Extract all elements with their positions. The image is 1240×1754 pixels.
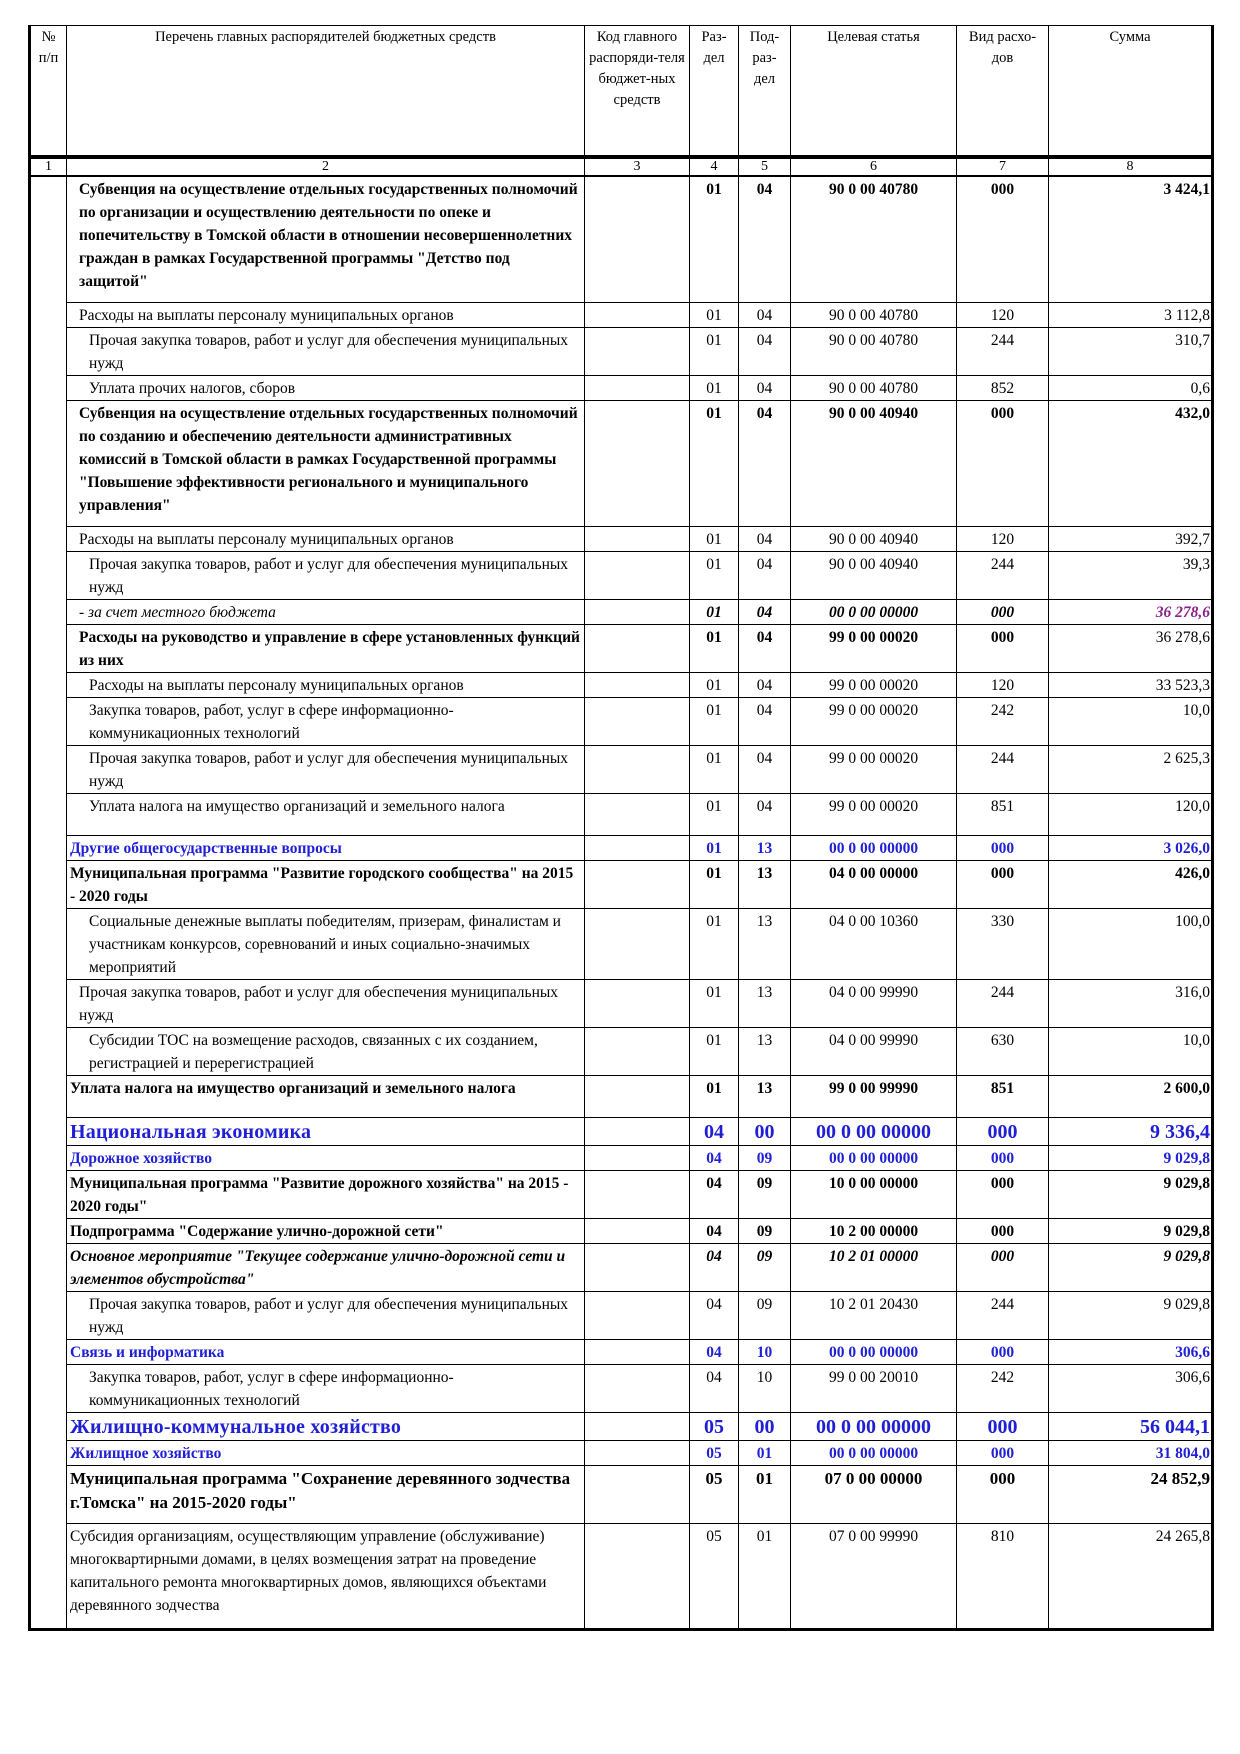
header-sum: Сумма [1049, 26, 1213, 158]
column-number: 8 [1049, 157, 1213, 176]
row-name: Основное мероприятие "Текущее содержание улично-дорожной сети и элементов обустройства" [67, 1243, 585, 1291]
row-expense-type: 120 [957, 302, 1049, 327]
row-num-cell [30, 672, 67, 697]
row-target-article: 99 0 00 00020 [791, 697, 957, 745]
table-row [30, 302, 1213, 327]
row-num-cell [30, 327, 67, 375]
row-podrazdel: 04 [739, 697, 791, 745]
header-num: № п/п [30, 26, 67, 158]
row-code-cell [585, 697, 690, 745]
row-target-article: 04 0 00 99990 [791, 1027, 957, 1075]
row-sum: 31 804,0 [1049, 1440, 1213, 1465]
table-row [30, 1075, 1213, 1117]
row-code-cell [585, 1465, 690, 1523]
row-num-cell [30, 599, 67, 624]
table-row [30, 793, 1213, 835]
row-podrazdel: 00 [739, 1412, 791, 1440]
table-row [30, 1339, 1213, 1364]
row-razdel: 01 [690, 1075, 739, 1117]
row-expense-type: 244 [957, 745, 1049, 793]
row-sum: 392,7 [1049, 526, 1213, 551]
table-row [30, 327, 1213, 375]
row-sum: 39,3 [1049, 551, 1213, 599]
column-number: 5 [739, 157, 791, 176]
row-sum: 2 625,3 [1049, 745, 1213, 793]
row-expense-type: 000 [957, 1218, 1049, 1243]
row-podrazdel: 13 [739, 1027, 791, 1075]
header-target: Целевая статья [791, 26, 957, 158]
row-name: Уплата налога на имущество организаций и земельного налога [67, 793, 585, 835]
row-code-cell [585, 1027, 690, 1075]
row-target-article: 90 0 00 40940 [791, 526, 957, 551]
row-code-cell [585, 1291, 690, 1339]
row-razdel: 01 [690, 599, 739, 624]
row-name: Прочая закупка товаров, работ и услуг для обеспечения муниципальных нужд [67, 1291, 585, 1339]
column-number: 4 [690, 157, 739, 176]
row-razdel: 01 [690, 979, 739, 1027]
row-podrazdel: 04 [739, 400, 791, 526]
row-num-cell [30, 1027, 67, 1075]
row-code-cell [585, 1523, 690, 1629]
row-podrazdel: 09 [739, 1145, 791, 1170]
row-podrazdel: 00 [739, 1117, 791, 1145]
row-razdel: 05 [690, 1440, 739, 1465]
row-target-article: 90 0 00 40780 [791, 302, 957, 327]
row-sum: 24 852,9 [1049, 1465, 1213, 1523]
row-podrazdel: 13 [739, 1075, 791, 1117]
row-name: Уплата прочих налогов, сборов [67, 375, 585, 400]
table-row [30, 672, 1213, 697]
row-razdel: 04 [690, 1243, 739, 1291]
row-target-article: 99 0 00 20010 [791, 1364, 957, 1412]
row-podrazdel: 04 [739, 302, 791, 327]
row-name: Жилищно-коммунальное хозяйство [67, 1412, 585, 1440]
row-num-cell [30, 835, 67, 860]
row-num-cell [30, 1291, 67, 1339]
row-podrazdel: 01 [739, 1440, 791, 1465]
row-name: Прочая закупка товаров, работ и услуг для обеспечения муниципальных нужд [67, 551, 585, 599]
row-code-cell [585, 672, 690, 697]
row-sum: 306,6 [1049, 1364, 1213, 1412]
row-code-cell [585, 1364, 690, 1412]
row-sum: 24 265,8 [1049, 1523, 1213, 1629]
row-expense-type: 120 [957, 526, 1049, 551]
row-name: Расходы на выплаты персоналу муниципальных органов [67, 672, 585, 697]
row-razdel: 01 [690, 793, 739, 835]
row-expense-type: 000 [957, 1117, 1049, 1145]
row-razdel: 01 [690, 835, 739, 860]
row-razdel: 04 [690, 1218, 739, 1243]
row-name: Закупка товаров, работ, услуг в сфере информационно-коммуникационных технологий [67, 1364, 585, 1412]
row-razdel: 01 [690, 302, 739, 327]
row-razdel: 01 [690, 908, 739, 979]
column-number: 6 [791, 157, 957, 176]
row-expense-type: 000 [957, 1243, 1049, 1291]
row-podrazdel: 04 [739, 526, 791, 551]
row-expense-type: 330 [957, 908, 1049, 979]
row-code-cell [585, 599, 690, 624]
row-sum: 36 278,6 [1049, 624, 1213, 672]
row-num-cell [30, 1218, 67, 1243]
row-num-cell [30, 375, 67, 400]
row-name: Подпрограмма "Содержание улично-дорожной сети" [67, 1218, 585, 1243]
table-row [30, 551, 1213, 599]
row-sum: 426,0 [1049, 860, 1213, 908]
row-razdel: 01 [690, 551, 739, 599]
row-razdel: 04 [690, 1117, 739, 1145]
table-row [30, 1291, 1213, 1339]
header-razdel: Раз-дел [690, 26, 739, 158]
row-name: Расходы на выплаты персоналу муниципальных органов [67, 302, 585, 327]
row-podrazdel: 09 [739, 1170, 791, 1218]
row-code-cell [585, 793, 690, 835]
row-sum: 120,0 [1049, 793, 1213, 835]
row-sum: 316,0 [1049, 979, 1213, 1027]
row-expense-type: 244 [957, 1291, 1049, 1339]
table-row [30, 526, 1213, 551]
row-name: Субсидии ТОС на возмещение расходов, связанных с их созданием, регистрацией и перерегистрацией [67, 1027, 585, 1075]
row-target-article: 00 0 00 00000 [791, 1440, 957, 1465]
row-num-cell [30, 1075, 67, 1117]
row-target-article: 90 0 00 40780 [791, 176, 957, 302]
table-row [30, 176, 1213, 302]
row-num-cell [30, 908, 67, 979]
row-target-article: 07 0 00 99990 [791, 1523, 957, 1629]
row-num-cell [30, 1145, 67, 1170]
row-target-article: 99 0 00 00020 [791, 793, 957, 835]
row-code-cell [585, 1412, 690, 1440]
row-razdel: 01 [690, 176, 739, 302]
row-expense-type: 000 [957, 835, 1049, 860]
row-target-article: 10 2 01 00000 [791, 1243, 957, 1291]
table-row [30, 1145, 1213, 1170]
row-sum: 310,7 [1049, 327, 1213, 375]
row-razdel: 05 [690, 1465, 739, 1523]
row-podrazdel: 09 [739, 1291, 791, 1339]
row-code-cell [585, 1170, 690, 1218]
row-code-cell [585, 745, 690, 793]
row-name: Дорожное хозяйство [67, 1145, 585, 1170]
row-name: Расходы на выплаты персоналу муниципальных органов [67, 526, 585, 551]
table-row [30, 1170, 1213, 1218]
row-target-article: 99 0 00 00020 [791, 672, 957, 697]
row-code-cell [585, 176, 690, 302]
row-razdel: 05 [690, 1412, 739, 1440]
row-razdel: 01 [690, 400, 739, 526]
table-header-row [30, 26, 1213, 158]
row-num-cell [30, 979, 67, 1027]
row-expense-type: 810 [957, 1523, 1049, 1629]
row-code-cell [585, 835, 690, 860]
row-razdel: 01 [690, 672, 739, 697]
row-num-cell [30, 624, 67, 672]
row-target-article: 90 0 00 40780 [791, 375, 957, 400]
row-num-cell [30, 1243, 67, 1291]
row-expense-type: 244 [957, 327, 1049, 375]
row-name: Прочая закупка товаров, работ и услуг для обеспечения муниципальных нужд [67, 745, 585, 793]
table-row [30, 400, 1213, 526]
row-code-cell [585, 375, 690, 400]
row-expense-type: 244 [957, 551, 1049, 599]
row-target-article: 04 0 00 00000 [791, 860, 957, 908]
row-expense-type: 000 [957, 1412, 1049, 1440]
row-num-cell [30, 1412, 67, 1440]
row-podrazdel: 04 [739, 793, 791, 835]
row-podrazdel: 04 [739, 375, 791, 400]
row-num-cell [30, 745, 67, 793]
row-podrazdel: 04 [739, 624, 791, 672]
row-razdel: 01 [690, 624, 739, 672]
row-podrazdel: 01 [739, 1465, 791, 1523]
row-expense-type: 000 [957, 400, 1049, 526]
row-razdel: 01 [690, 1027, 739, 1075]
table-row [30, 1117, 1213, 1145]
row-expense-type: 242 [957, 1364, 1049, 1412]
row-razdel: 01 [690, 860, 739, 908]
row-expense-type: 630 [957, 1027, 1049, 1075]
row-num-cell [30, 1339, 67, 1364]
row-expense-type: 244 [957, 979, 1049, 1027]
row-podrazdel: 09 [739, 1243, 791, 1291]
row-razdel: 05 [690, 1523, 739, 1629]
row-podrazdel: 13 [739, 908, 791, 979]
row-num-cell [30, 860, 67, 908]
row-razdel: 04 [690, 1170, 739, 1218]
row-podrazdel: 04 [739, 551, 791, 599]
row-code-cell [585, 327, 690, 375]
row-code-cell [585, 400, 690, 526]
header-name: Перечень главных распорядителей бюджетных средств [67, 26, 585, 158]
row-sum: 9 336,4 [1049, 1117, 1213, 1145]
row-podrazdel: 13 [739, 979, 791, 1027]
row-expense-type: 852 [957, 375, 1049, 400]
row-target-article: 00 0 00 00000 [791, 599, 957, 624]
row-target-article: 07 0 00 00000 [791, 1465, 957, 1523]
column-number: 1 [30, 157, 67, 176]
row-expense-type: 000 [957, 1465, 1049, 1523]
row-razdel: 04 [690, 1291, 739, 1339]
row-expense-type: 000 [957, 1145, 1049, 1170]
table-row [30, 1412, 1213, 1440]
row-podrazdel: 01 [739, 1523, 791, 1629]
row-num-cell [30, 1117, 67, 1145]
row-name: Расходы на руководство и управление в сфере установленных функций из них [67, 624, 585, 672]
row-target-article: 04 0 00 10360 [791, 908, 957, 979]
row-target-article: 90 0 00 40940 [791, 400, 957, 526]
row-code-cell [585, 860, 690, 908]
column-number: 2 [67, 157, 585, 176]
row-sum: 2 600,0 [1049, 1075, 1213, 1117]
row-sum: 56 044,1 [1049, 1412, 1213, 1440]
row-target-article: 00 0 00 00000 [791, 835, 957, 860]
row-code-cell [585, 1145, 690, 1170]
row-name: Прочая закупка товаров, работ и услуг для обеспечения муниципальных нужд [67, 327, 585, 375]
table-row [30, 697, 1213, 745]
row-name: Субвенция на осуществление отдельных государственных полномочий по организации и осуществлению деятельности по опеке и попечительству в Томской области в отношении несовершеннолетних граждан в рамках Государственной программы "Детство под защитой" [67, 176, 585, 302]
row-name: Связь и информатика [67, 1339, 585, 1364]
table-row [30, 599, 1213, 624]
table-row [30, 1523, 1213, 1629]
row-num-cell [30, 697, 67, 745]
row-razdel: 04 [690, 1364, 739, 1412]
table-row [30, 979, 1213, 1027]
row-target-article: 10 2 01 20430 [791, 1291, 957, 1339]
row-code-cell [585, 908, 690, 979]
row-target-article: 10 2 00 00000 [791, 1218, 957, 1243]
row-code-cell [585, 526, 690, 551]
row-sum: 3 424,1 [1049, 176, 1213, 302]
row-expense-type: 120 [957, 672, 1049, 697]
row-code-cell [585, 1243, 690, 1291]
row-num-cell [30, 793, 67, 835]
table-row [30, 1218, 1213, 1243]
row-target-article: 04 0 00 99990 [791, 979, 957, 1027]
table-row [30, 1440, 1213, 1465]
row-sum: 9 029,8 [1049, 1243, 1213, 1291]
row-target-article: 99 0 00 00020 [791, 624, 957, 672]
row-code-cell [585, 302, 690, 327]
row-target-article: 10 0 00 00000 [791, 1170, 957, 1218]
row-name: Субсидия организациям, осуществляющим управление (обслуживание) многоквартирными домами, в целях возмещения затрат на проведение капитального ремонта многоквартирных домов, являющихся объектами деревянного зодчества [67, 1523, 585, 1629]
row-sum: 36 278,6 [1049, 599, 1213, 624]
row-num-cell [30, 1170, 67, 1218]
row-sum: 9 029,8 [1049, 1145, 1213, 1170]
row-sum: 9 029,8 [1049, 1170, 1213, 1218]
row-num-cell [30, 526, 67, 551]
row-podrazdel: 04 [739, 176, 791, 302]
row-code-cell [585, 1339, 690, 1364]
row-name: Уплата налога на имущество организаций и земельного налога [67, 1075, 585, 1117]
row-expense-type: 242 [957, 697, 1049, 745]
row-expense-type: 000 [957, 624, 1049, 672]
row-code-cell [585, 551, 690, 599]
row-expense-type: 000 [957, 176, 1049, 302]
row-podrazdel: 09 [739, 1218, 791, 1243]
table-row [30, 624, 1213, 672]
row-sum: 33 523,3 [1049, 672, 1213, 697]
row-razdel: 01 [690, 375, 739, 400]
row-name: Муниципальная программа "Развитие городского сообщества" на 2015 - 2020 годы [67, 860, 585, 908]
table-row [30, 1465, 1213, 1523]
table-row [30, 1027, 1213, 1075]
row-razdel: 01 [690, 745, 739, 793]
row-sum: 0,6 [1049, 375, 1213, 400]
row-sum: 3 112,8 [1049, 302, 1213, 327]
row-sum: 3 026,0 [1049, 835, 1213, 860]
row-razdel: 04 [690, 1339, 739, 1364]
row-name: Муниципальная программа "Сохранение деревянного зодчества г.Томска" на 2015-2020 годы" [67, 1465, 585, 1523]
row-num-cell [30, 1523, 67, 1629]
row-name: Жилищное хозяйство [67, 1440, 585, 1465]
row-code-cell [585, 1218, 690, 1243]
row-razdel: 01 [690, 327, 739, 375]
row-podrazdel: 13 [739, 860, 791, 908]
row-num-cell [30, 400, 67, 526]
column-number: 3 [585, 157, 690, 176]
row-code-cell [585, 1117, 690, 1145]
row-expense-type: 000 [957, 1339, 1049, 1364]
row-name: Национальная экономика [67, 1117, 585, 1145]
row-code-cell [585, 624, 690, 672]
table-row [30, 745, 1213, 793]
row-expense-type: 000 [957, 599, 1049, 624]
column-numbers-row [30, 157, 1213, 176]
table-row [30, 835, 1213, 860]
row-name: Другие общегосударственные вопросы [67, 835, 585, 860]
row-target-article: 00 0 00 00000 [791, 1412, 957, 1440]
row-sum: 10,0 [1049, 697, 1213, 745]
row-podrazdel: 04 [739, 745, 791, 793]
row-podrazdel: 04 [739, 599, 791, 624]
row-sum: 9 029,8 [1049, 1218, 1213, 1243]
row-target-article: 90 0 00 40780 [791, 327, 957, 375]
row-sum: 306,6 [1049, 1339, 1213, 1364]
row-num-cell [30, 1364, 67, 1412]
row-target-article: 00 0 00 00000 [791, 1339, 957, 1364]
row-num-cell [30, 302, 67, 327]
row-name: Социальные денежные выплаты победителям, призерам, финалистам и участникам конкурсов, соревнований и иных социально-значимых мероприятий [67, 908, 585, 979]
row-sum: 10,0 [1049, 1027, 1213, 1075]
header-code: Код главного распоряди-теля бюджет-ных средств [585, 26, 690, 158]
table-row [30, 908, 1213, 979]
row-num-cell [30, 176, 67, 302]
row-expense-type: 851 [957, 793, 1049, 835]
row-podrazdel: 13 [739, 835, 791, 860]
row-expense-type: 000 [957, 1440, 1049, 1465]
row-razdel: 01 [690, 526, 739, 551]
table-row [30, 1243, 1213, 1291]
column-number: 7 [957, 157, 1049, 176]
row-name: - за счет местного бюджета [67, 599, 585, 624]
row-name: Субвенция на осуществление отдельных государственных полномочий по созданию и обеспечению деятельности административных комиссий в Томской области в рамках Государственной программы "Повышение эффективности регионального и муниципального управления" [67, 400, 585, 526]
table-row [30, 860, 1213, 908]
row-expense-type: 851 [957, 1075, 1049, 1117]
table-row [30, 1364, 1213, 1412]
row-code-cell [585, 1440, 690, 1465]
row-target-article: 00 0 00 00000 [791, 1117, 957, 1145]
row-sum: 9 029,8 [1049, 1291, 1213, 1339]
header-podrazdel: Под-раз-дел [739, 26, 791, 158]
row-podrazdel: 10 [739, 1339, 791, 1364]
row-num-cell [30, 1440, 67, 1465]
row-razdel: 01 [690, 697, 739, 745]
row-target-article: 00 0 00 00000 [791, 1145, 957, 1170]
row-code-cell [585, 1075, 690, 1117]
row-name: Закупка товаров, работ, услуг в сфере информационно-коммуникационных технологий [67, 697, 585, 745]
budget-table [28, 25, 1214, 1631]
row-name: Муниципальная программа "Развитие дорожного хозяйства" на 2015 - 2020 годы" [67, 1170, 585, 1218]
row-target-article: 99 0 00 00020 [791, 745, 957, 793]
row-target-article: 99 0 00 99990 [791, 1075, 957, 1117]
row-podrazdel: 04 [739, 672, 791, 697]
row-sum: 432,0 [1049, 400, 1213, 526]
row-num-cell [30, 551, 67, 599]
row-code-cell [585, 979, 690, 1027]
row-expense-type: 000 [957, 1170, 1049, 1218]
row-expense-type: 000 [957, 860, 1049, 908]
row-name: Прочая закупка товаров, работ и услуг для обеспечения муниципальных нужд [67, 979, 585, 1027]
row-target-article: 90 0 00 40940 [791, 551, 957, 599]
header-type: Вид расхо-дов [957, 26, 1049, 158]
row-sum: 100,0 [1049, 908, 1213, 979]
table-row [30, 375, 1213, 400]
row-podrazdel: 10 [739, 1364, 791, 1412]
row-razdel: 04 [690, 1145, 739, 1170]
budget-table-sheet [28, 25, 1211, 1631]
row-num-cell [30, 1465, 67, 1523]
row-podrazdel: 04 [739, 327, 791, 375]
